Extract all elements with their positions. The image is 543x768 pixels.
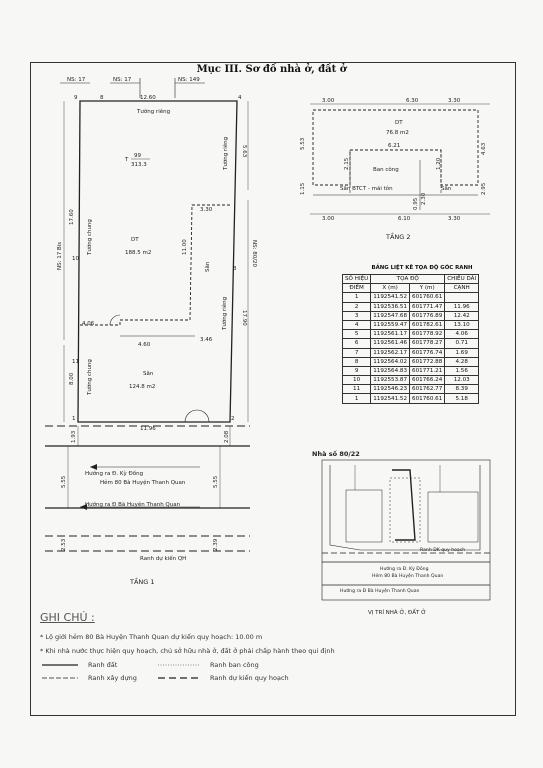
- floor2-dim: 2.95: [481, 182, 487, 195]
- floor2-yard-label: Sân: [441, 186, 452, 192]
- table-cell: 601776.89: [410, 311, 445, 320]
- table-cell: 1192541.52: [371, 293, 410, 302]
- step-dim: 4.60: [138, 342, 151, 348]
- total-area-label: T: [125, 157, 129, 163]
- table-header: SỐ HIỆU: [343, 275, 371, 284]
- bottom-dim: 11.96: [140, 426, 156, 432]
- table-cell: 0.71: [445, 339, 479, 348]
- wall-label: Tường riêng: [222, 296, 228, 330]
- neighbor-label: NS: 149: [178, 77, 200, 83]
- table-row: [343, 293, 479, 302]
- table-cell: 1192553.87: [371, 376, 410, 385]
- floor1-caption: TẦNG 1: [130, 578, 155, 586]
- floor2-dim: 3.30: [448, 98, 461, 104]
- road-label: Hẻm 80 Bà Huyện Thanh Quan: [100, 480, 186, 486]
- table-cell: 5.18: [445, 394, 479, 403]
- balcony-label: Ban công: [373, 167, 399, 173]
- top-dimension: 12.60: [140, 95, 156, 101]
- table-cell: 12.42: [445, 311, 479, 320]
- table-cell: 1192536.51: [371, 302, 410, 311]
- table-cell: 4.06: [445, 330, 479, 339]
- table-cell: 601762.77: [410, 385, 445, 394]
- floor2-dim: 0.95: [413, 197, 419, 210]
- corner-label: 10: [72, 256, 79, 262]
- table-row: [343, 330, 479, 339]
- table-header: ĐIỂM: [343, 284, 371, 293]
- table-row: [343, 348, 479, 357]
- table-cell: 601776.74: [410, 348, 445, 357]
- neighbor-label: NS: 17: [67, 77, 86, 83]
- table-cell: 2: [343, 302, 371, 311]
- note-line: * Khi nhà nước thực hiện quy hoạch, chủ sở hữu nhà ở, đất ở phải chấp hành theo qui định: [40, 647, 335, 655]
- dt-label: DT: [131, 237, 139, 243]
- step-dim: 4.06: [82, 321, 95, 327]
- table-row: [343, 339, 479, 348]
- table-cell: 1: [343, 394, 371, 403]
- table-header: CHIỀU DÀI: [445, 275, 479, 284]
- table-cell: 13.10: [445, 320, 479, 329]
- table-row: [343, 385, 479, 394]
- table-row: [343, 320, 479, 329]
- step-dim: 3.46: [200, 337, 213, 343]
- side-yard-label: Sân: [205, 261, 211, 272]
- legend-build: Ranh xây dựng: [88, 674, 137, 682]
- location-labels: [312, 449, 465, 616]
- table-cell: 11: [343, 385, 371, 394]
- floor2-dim: 4.63: [481, 142, 487, 155]
- corner-label: 8: [100, 95, 104, 101]
- table-cell: 12.03: [445, 376, 479, 385]
- coord-table-title: BẢNG LIỆT KÊ TỌA ĐỘ GÓC RANH: [371, 265, 473, 271]
- coord-table: [342, 274, 479, 404]
- corner-label: 4: [238, 95, 242, 101]
- table-cell: 10: [343, 376, 371, 385]
- table-row: [343, 302, 479, 311]
- table-cell: 1192547.68: [371, 311, 410, 320]
- legend-plan: Ranh dự kiến quy hoạch: [210, 674, 289, 682]
- table-cell: 3: [343, 311, 371, 320]
- map-road-label: Ranh DK quy hoạch: [420, 548, 466, 553]
- floor2-dim: 6.30: [406, 98, 419, 104]
- table-header: CẠNH: [445, 284, 479, 293]
- table-cell: 1192559.47: [371, 320, 410, 329]
- right-neighbor: NS: 80/20: [251, 240, 257, 268]
- floor2-bottom-label: Sân BTCT - mái tôn: [340, 186, 393, 192]
- total-area-den: 313.3: [131, 162, 147, 168]
- table-cell: [445, 293, 479, 302]
- map-road-label: Hẻm 80 Bà Huyện Thanh Quan: [372, 574, 444, 579]
- table-cell: 5: [343, 330, 371, 339]
- corner-label: 11: [72, 359, 79, 365]
- table-cell: 601778.92: [410, 330, 445, 339]
- table-cell: 4.28: [445, 357, 479, 366]
- table-cell: 601760.61: [410, 394, 445, 403]
- table-cell: 601766.24: [410, 376, 445, 385]
- floor2-dim: 1.20: [436, 157, 442, 170]
- corner-label: 9: [74, 95, 78, 101]
- table-cell: 1.69: [445, 348, 479, 357]
- table-cell: 1192546.23: [371, 385, 410, 394]
- table-cell: 9: [343, 366, 371, 375]
- table-cell: 1.56: [445, 366, 479, 375]
- map-road-label: Hướng ra Đ Bà Huyện Thanh Quan: [340, 589, 420, 594]
- table-cell: 1192562.17: [371, 348, 410, 357]
- table-row: [343, 311, 479, 320]
- gap-dim: 2.08: [224, 430, 230, 443]
- left-dim-lower: 8.00: [69, 372, 75, 385]
- note-line: * Lộ giới hẻm 80 Bà Huyện Thanh Quan dự kiến quy hoạch: 10.00 m: [40, 633, 263, 641]
- table-cell: 601771.21: [410, 366, 445, 375]
- table-row: [343, 366, 479, 375]
- yard-label: Sân: [143, 371, 154, 377]
- road-dim: 5.55: [213, 475, 219, 488]
- road-dim: 5.55: [61, 475, 67, 488]
- floor2-dt-area: 76.8 m2: [386, 130, 409, 136]
- total-area-num: 99: [134, 153, 141, 159]
- table-cell: 7: [343, 348, 371, 357]
- table-cell: 1192564.02: [371, 357, 410, 366]
- wall-label: Tường chung: [87, 219, 93, 255]
- floor2-labels: [300, 98, 487, 241]
- table-cell: 601782.61: [410, 320, 445, 329]
- left-dim-upper: 17.60: [69, 209, 75, 225]
- house-label: Nhà số 80/22: [312, 450, 360, 458]
- road-dim: 2.39: [213, 538, 219, 551]
- table-cell: 11.96: [445, 302, 479, 311]
- table-cell: 601778.27: [410, 339, 445, 348]
- table-row: [343, 394, 479, 403]
- page-title: Mục III. Sơ đồ nhà ở, đất ở: [196, 64, 347, 75]
- floor2-dim: 3.00: [322, 216, 335, 222]
- corner-label: 1: [72, 416, 76, 422]
- left-neighbor: NS: 17 Bis: [57, 241, 63, 270]
- map-caption: VỊ TRÍ NHÀ Ở, ĐẤT Ở: [368, 610, 427, 616]
- road-label: Hướng ra Đ Bà Huyện Thanh Quan: [85, 502, 181, 508]
- right-dim-upper: 5.63: [241, 145, 247, 158]
- inner-top-dim: 3.30: [200, 207, 213, 213]
- wall-label: Tường riêng: [137, 109, 171, 115]
- legend-land: Ranh đất: [88, 661, 118, 669]
- table-cell: 601760.61: [410, 293, 445, 302]
- table-cell: 6: [343, 339, 371, 348]
- right-dim-lower: 17.90: [241, 310, 247, 326]
- floor2-dim: 1.15: [300, 182, 306, 195]
- notes-heading: GHI CHÚ :: [40, 611, 95, 624]
- floor2-dim: 2.30: [421, 192, 427, 205]
- table-row: [343, 357, 479, 366]
- floor2-dim: 2.15: [344, 157, 350, 170]
- floor2-caption: TẦNG 2: [386, 233, 411, 241]
- floor2-dim: 3.30: [448, 216, 461, 222]
- gap-dim: 1.93: [71, 430, 77, 443]
- table-header: TỌA ĐỘ: [371, 275, 445, 284]
- inner-vertical-dim: 11.00: [182, 239, 188, 255]
- wall-label: Tường riêng: [223, 136, 229, 170]
- floor2-dim: 3.00: [322, 98, 335, 104]
- table-cell: 601771.47: [410, 302, 445, 311]
- table-cell: 1192541.52: [371, 394, 410, 403]
- yard-area: 124.8 m2: [129, 384, 156, 390]
- map-road-label: Hướng ra Đ. Kỳ Đồng: [380, 567, 429, 572]
- location-map: [322, 460, 490, 600]
- floor2-dim: 5.53: [300, 137, 306, 150]
- floor2-dt-label: DT: [395, 120, 403, 126]
- table-cell: 1192564.83: [371, 366, 410, 375]
- corner-label: 3: [233, 266, 237, 272]
- floor2-dim: 6.21: [388, 143, 401, 149]
- table-cell: 4: [343, 320, 371, 329]
- table-cell: 1192561.46: [371, 339, 410, 348]
- table-header: X (m): [371, 284, 410, 293]
- road-label: Ranh dự kiến QH: [140, 556, 187, 562]
- floor2-dim: 6.10: [398, 216, 411, 222]
- legend-balcony: Ranh ban công: [210, 661, 259, 669]
- wall-label: Tường chung: [87, 359, 93, 395]
- table-cell: 8.39: [445, 385, 479, 394]
- neighbor-label: NS: 17: [113, 77, 132, 83]
- table-cell: 1: [343, 293, 371, 302]
- table-cell: 1192561.17: [371, 330, 410, 339]
- table-cell: 8: [343, 357, 371, 366]
- table-cell: 601772.88: [410, 357, 445, 366]
- table-row: [343, 376, 479, 385]
- road-dim: 2.53: [61, 538, 67, 551]
- table-header: Y (m): [410, 284, 445, 293]
- dt-area: 188.5 m2: [125, 250, 152, 256]
- corner-label: 2: [231, 416, 235, 422]
- road-label: Hướng ra Đ. Kỳ Đồng: [85, 471, 144, 477]
